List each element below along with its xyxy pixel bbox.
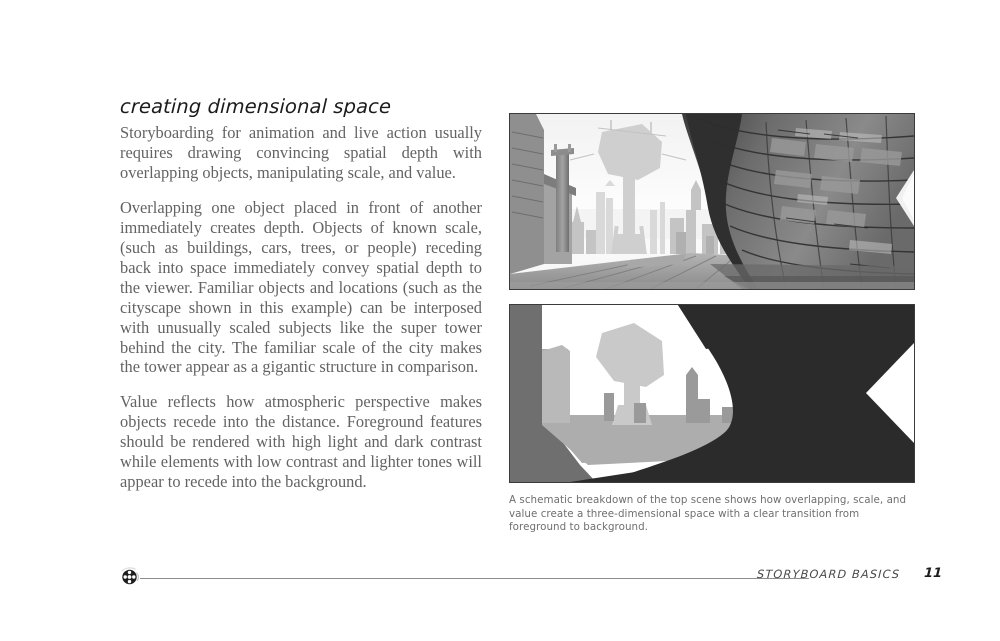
footer-divider [140,578,809,579]
body-paragraph-2: Overlapping one object placed in front of another immediately creates depth. Objects of known scale, (such as buildings, cars, trees, or people) receding back into space immediately convey spatial depth to the viewer. Familiar objects and locations (such as the cityscape shown in this example) can be interposed with unusually scaled subjects like the super tower behind the city. The familiar scale of the city makes the tower appear as a gigantic structure in comparison. [120,198,482,377]
page-title: creating dimensional space [119,95,392,118]
body-paragraph-1: Storyboarding for animation and live action usually requires drawing convincing spatial depth with overlapping objects, manipulating scale, and value. [120,123,482,183]
schematic-illustration [510,305,914,482]
page-footer [120,566,942,592]
figure-column [509,113,915,535]
article-text-column [120,96,482,492]
concept-art-illustration [510,114,914,289]
body-paragraph-3: Value reflects how atmospheric perspective makes objects recede into the distance. Foreground features should be rendered with high light and dark contrast while elements with low contrast and lighter tones will appear to recede into the background. [120,392,482,491]
page-number: 11 [923,566,943,581]
value-schematic-diagram [509,304,915,483]
film-reel-icon [120,566,142,588]
footer-section-title: STORYBOARD BASICS [756,567,901,581]
cityscape-concept-art [509,113,915,290]
figure-caption: A schematic breakdown of the top scene shows how overlapping, scale, and value create a three-dimensional space with a clear transition from foreground to background. [509,494,907,534]
